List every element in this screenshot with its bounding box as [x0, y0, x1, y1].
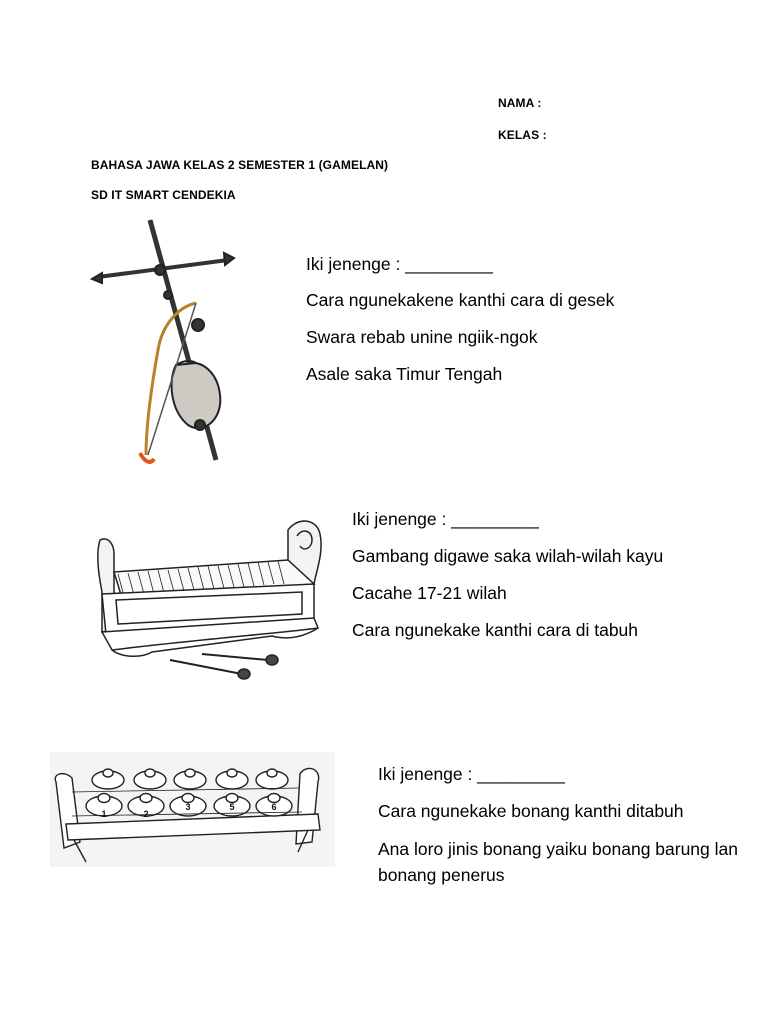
gambang-icon: [92, 512, 332, 682]
worksheet-title: BAHASA JAWA KELAS 2 SEMESTER 1 (GAMELAN): [91, 158, 389, 172]
school-name: SD IT SMART CENDEKIA: [91, 188, 236, 202]
rebab-fact-1: Cara ngunekakene kanthi cara di gesek: [306, 290, 615, 310]
bonang-name-question: Iki jenenge : _________: [378, 764, 565, 784]
rebab-fact-3: Asale saka Timur Tengah: [306, 364, 503, 384]
gambang-name-question: Iki jenenge : _________: [352, 509, 539, 529]
rebab-name-question: Iki jenenge : _________: [306, 254, 493, 274]
bonang-icon: [50, 752, 335, 867]
bonang-number-6: 6: [271, 802, 277, 812]
bonang-number-1: 1: [101, 809, 107, 819]
bonang-fact-2: Ana loro jinis bonang yaiku bonang barung lan bonang penerus: [378, 839, 738, 885]
class-field-label: KELAS :: [498, 128, 547, 142]
name-field-label: NAMA :: [498, 96, 542, 110]
bonang-number-3: 3: [185, 802, 191, 812]
bonang-fact-1: Cara ngunekake bonang kanthi ditabuh: [378, 801, 684, 821]
rebab-fact-2: Swara rebab unine ngiik-ngok: [306, 327, 538, 347]
gambang-fact-3: Cara ngunekake kanthi cara di tabuh: [352, 620, 639, 640]
rebab-icon: [88, 215, 248, 475]
gambang-fact-1: Gambang digawe saka wilah-wilah kayu: [352, 546, 664, 566]
gambang-fact-2: Cacahe 17-21 wilah: [352, 583, 507, 603]
bonang-number-2: 2: [143, 809, 149, 819]
bonang-number-5: 5: [229, 802, 235, 812]
